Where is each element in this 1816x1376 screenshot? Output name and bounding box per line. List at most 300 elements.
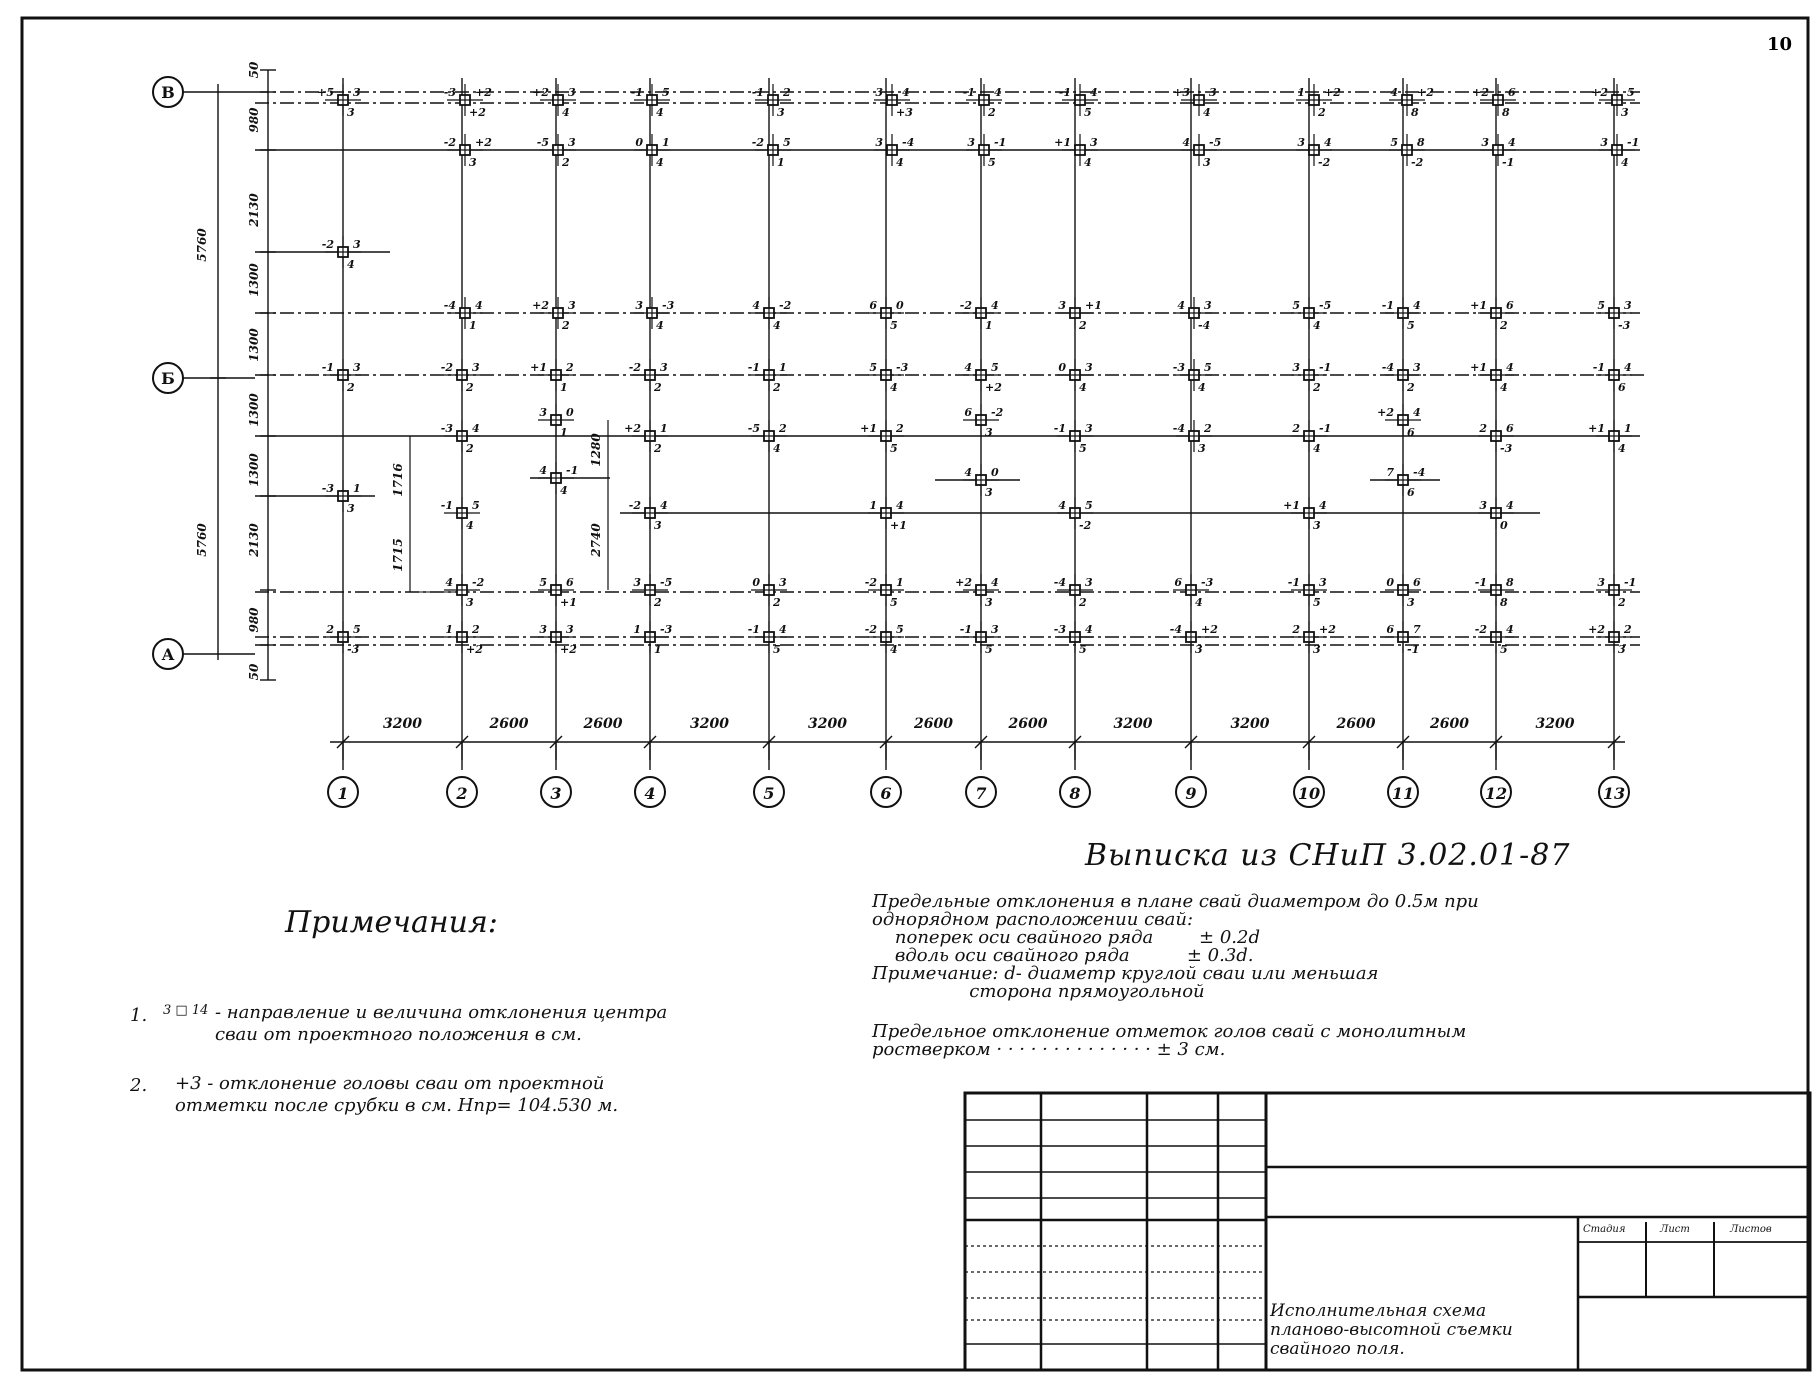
pile-y-deviation: 1 — [654, 643, 662, 656]
pile-x-deviation: 5 — [896, 623, 904, 636]
pile-x-deviation: -2 — [991, 406, 1004, 419]
pile-y-deviation: 2 — [1618, 596, 1626, 609]
inner-dim-text: 1715 — [391, 538, 405, 572]
pile-y-deviation: 3 — [777, 106, 785, 119]
pile-y-deviation: 2 — [773, 381, 781, 394]
pile-head-deviation: 1 — [869, 499, 877, 512]
pile-head-deviation: +1 — [1470, 361, 1487, 374]
pile-x-deviation: -4 — [902, 136, 915, 149]
pile-head-deviation: -2 — [864, 576, 877, 589]
sheet-number: 10 — [1766, 34, 1792, 55]
pile-y-deviation: 5 — [1313, 596, 1321, 609]
pile-x-deviation: 1 — [779, 361, 787, 374]
pile-head-deviation: -3 — [1053, 623, 1066, 636]
pile-x-deviation: 5 — [662, 86, 670, 99]
pile-head-deviation: -1 — [1592, 361, 1605, 374]
pile-head-deviation: -1 — [1053, 422, 1066, 435]
pile-x-deviation: -2 — [472, 576, 485, 589]
pile-head-deviation: -3 — [443, 86, 456, 99]
pile-y-deviation: 2 — [654, 381, 662, 394]
column-axis-label: 6 — [880, 784, 892, 803]
pile-x-deviation: 4 — [1085, 623, 1093, 636]
pile-x-deviation: 3 — [1209, 86, 1217, 99]
pile-x-deviation: 1 — [660, 422, 668, 435]
pile-x-deviation: 1 — [353, 482, 361, 495]
pile-head-deviation: -1 — [630, 86, 643, 99]
pile-x-deviation: 1 — [896, 576, 904, 589]
pile-head-deviation: -2 — [440, 361, 453, 374]
pile-head-deviation: 4 — [752, 299, 760, 312]
pile-y-deviation: 5 — [1079, 442, 1087, 455]
column-axis-label: 4 — [644, 784, 656, 803]
pile-x-deviation: 4 — [1506, 499, 1514, 512]
pile-head-deviation: -2 — [628, 499, 641, 512]
column-axis-label: 5 — [763, 784, 775, 803]
pile-head-deviation: 7 — [1386, 466, 1394, 479]
pile-x-deviation: 3 — [1413, 361, 1421, 374]
pile-y-deviation: 2 — [562, 319, 570, 332]
horizontal-dim-text: 2600 — [1008, 716, 1048, 732]
pile-y-deviation: 3 — [347, 106, 355, 119]
row-axis-label: В — [161, 83, 175, 102]
pile-y-deviation: +1 — [560, 596, 577, 609]
pile-y-deviation: 3 — [1618, 643, 1626, 656]
pile-y-deviation: 8 — [1502, 106, 1510, 119]
pile-y-deviation: 3 — [1198, 442, 1206, 455]
extract-line-1: Предельные отклонения в плане свай диаметром до 0.5м при — [872, 891, 1479, 912]
pile-head-deviation: 5 — [869, 361, 877, 374]
pile-y-deviation: 4 — [347, 258, 355, 271]
pile-y-deviation: 2 — [1313, 381, 1321, 394]
column-axis-label: 12 — [1484, 784, 1508, 803]
horizontal-dim-text: 3200 — [808, 716, 847, 732]
notes-title: Примечания: — [285, 905, 498, 940]
pile-head-deviation: 3 — [1058, 299, 1066, 312]
horizontal-dim-text: 2600 — [489, 716, 529, 732]
pile-y-deviation: 4 — [773, 319, 781, 332]
pile-grid — [255, 78, 1645, 760]
pile-x-deviation: 4 — [991, 576, 999, 589]
pile-head-deviation: 3 — [1479, 499, 1487, 512]
pile-head-deviation: -2 — [751, 136, 764, 149]
pile-x-deviation: 3 — [472, 361, 480, 374]
pile-head-deviation: 0 — [1058, 361, 1066, 374]
pile-x-deviation: 4 — [1508, 136, 1516, 149]
pile-y-deviation: 3 — [1407, 596, 1415, 609]
note-2-number: 2. — [130, 1075, 148, 1096]
pile-x-deviation: 5 — [472, 499, 480, 512]
pile-y-deviation: 4 — [896, 156, 904, 169]
pile-y-deviation: 3 — [654, 519, 662, 532]
column-axis-label: 13 — [1602, 784, 1626, 803]
pile-y-deviation: 3 — [1203, 156, 1211, 169]
vertical-dim-text: 1300 — [247, 263, 261, 297]
vertical-dim-text: 2130 — [247, 193, 261, 227]
note-1-number: 1. — [130, 1005, 148, 1026]
pile-y-deviation: -3 — [1618, 319, 1631, 332]
pile-x-deviation: 2 — [1624, 623, 1632, 636]
pile-head-deviation: -1 — [751, 86, 764, 99]
pile-y-deviation: 5 — [773, 643, 781, 656]
pile-x-deviation: 5 — [783, 136, 791, 149]
pile-head-deviation: -4 — [1172, 422, 1185, 435]
pile-head-deviation: 1 — [445, 623, 453, 636]
horizontal-dim-text: 3200 — [1230, 716, 1270, 732]
pile-head-deviation: 2 — [1292, 623, 1300, 636]
pile-y-deviation: 4 — [656, 319, 664, 332]
extract-line-5: Примечание: d- диаметр круглой сваи или меньшая — [872, 963, 1379, 984]
pile-head-deviation: +2 — [1588, 623, 1605, 636]
pile-y-deviation: 3 — [985, 426, 993, 439]
overall-dim-text: 5760 — [195, 523, 209, 557]
column-axis-label: 3 — [550, 784, 562, 803]
pile-head-deviation: 1 — [1297, 86, 1305, 99]
pile-x-deviation: 4 — [1506, 623, 1514, 636]
pile-x-deviation: 3 — [991, 623, 999, 636]
pile-y-deviation: 2 — [1079, 596, 1087, 609]
pile-x-deviation: 2 — [566, 361, 574, 374]
note-2-text: +3 - отклонение головы сваи от проектной отметки после срубки в см. Нпр= 104.530 м. — [175, 1073, 619, 1116]
pile-y-deviation: 1 — [777, 156, 785, 169]
pile-y-deviation: 3 — [1621, 106, 1629, 119]
pile-head-deviation: 3 — [633, 576, 641, 589]
pile-head-deviation: +2 — [624, 422, 641, 435]
pile-x-deviation: 3 — [1085, 422, 1093, 435]
pile-y-deviation: 3 — [469, 156, 477, 169]
pile-y-deviation: +2 — [469, 106, 486, 119]
pile-head-deviation: 5 — [1292, 299, 1300, 312]
pile-x-deviation: 3 — [1204, 299, 1212, 312]
pile-x-deviation: 4 — [991, 299, 999, 312]
pile-head-deviation: 4 — [1058, 499, 1066, 512]
row-axis-label: А — [161, 645, 175, 664]
pile-y-deviation: 2 — [1318, 106, 1326, 119]
pile-head-deviation: +2 — [532, 299, 549, 312]
pile-y-deviation: 3 — [1195, 643, 1203, 656]
pile-x-deviation: 1 — [1624, 422, 1632, 435]
pile-y-deviation: -2 — [1318, 156, 1331, 169]
pile-x-deviation: 3 — [1085, 361, 1093, 374]
pile-head-deviation: +1 — [1054, 136, 1071, 149]
pile-x-deviation: 2 — [779, 422, 787, 435]
pile-head-deviation: -1 — [962, 86, 975, 99]
vertical-dim-text: 50 — [247, 663, 261, 681]
pile-y-deviation: 4 — [1313, 442, 1321, 455]
pile-head-deviation: 0 — [1386, 576, 1394, 589]
title-block-drawing-title: Исполнительная схема планово-высотной съемки свайного поля. — [1270, 1301, 1513, 1359]
pile-x-deviation: 6 — [566, 576, 574, 589]
title-block-sheet-label: Лист — [1660, 1224, 1690, 1235]
pile-x-deviation: 4 — [1413, 406, 1421, 419]
pile-x-deviation: 3 — [1319, 576, 1327, 589]
pile-y-deviation: 5 — [1084, 106, 1092, 119]
pile-head-deviation: 4 — [964, 361, 972, 374]
pile-x-deviation: 5 — [1627, 86, 1635, 99]
pile-y-deviation: +3 — [896, 106, 913, 119]
pile-y-deviation: 4 — [1198, 381, 1206, 394]
extract-line-8: ростверком · · · · · · · · · · · · · · ± 3 см. — [872, 1039, 1226, 1060]
pile-x-deviation: 0 — [566, 406, 574, 419]
pile-head-deviation: +2 — [532, 86, 549, 99]
pile-head-deviation: -5 — [536, 136, 549, 149]
pile-head-deviation: +2 — [1591, 86, 1608, 99]
pile-y-deviation: 2 — [466, 442, 474, 455]
pile-x-deviation: 3 — [568, 86, 576, 99]
pile-head-deviation: 6 — [1386, 623, 1394, 636]
pile-x-deviation: +2 — [1417, 86, 1434, 99]
pile-y-deviation: 4 — [560, 484, 568, 497]
column-axis-label: 9 — [1185, 784, 1197, 803]
pile-y-deviation: 3 — [1313, 519, 1321, 532]
pile-y-deviation: 2 — [773, 596, 781, 609]
pile-head-deviation: +2 — [1472, 86, 1489, 99]
pile-head-deviation: -3 — [321, 482, 334, 495]
horizontal-dim-text: 3200 — [383, 716, 422, 732]
pile-head-deviation: -2 — [864, 623, 877, 636]
pile-y-deviation: 5 — [890, 442, 898, 455]
pile-head-deviation: 2 — [1292, 422, 1300, 435]
pile-y-deviation: -3 — [1500, 442, 1513, 455]
title-block-stage-label: Стадия — [1583, 1224, 1626, 1235]
pile-head-deviation: 5 — [1597, 299, 1605, 312]
column-axis-label: 11 — [1391, 784, 1415, 803]
pile-x-deviation: 3 — [1624, 299, 1632, 312]
pile-y-deviation: -4 — [1198, 319, 1211, 332]
pile-y-deviation: 4 — [1203, 106, 1211, 119]
pile-head-deviation: -1 — [959, 623, 972, 636]
pile-y-deviation: -2 — [1411, 156, 1424, 169]
pile-y-deviation: 3 — [985, 486, 993, 499]
pile-x-deviation: 3 — [568, 299, 576, 312]
pile-y-deviation: 4 — [1313, 319, 1321, 332]
vertical-dim-text: 1300 — [247, 453, 261, 487]
pile-head-deviation: 5 — [1390, 136, 1398, 149]
pile-head-deviation: 6 — [964, 406, 972, 419]
horizontal-dim-text: 2600 — [1430, 716, 1469, 732]
pile-y-deviation: +2 — [466, 643, 483, 656]
pile-x-deviation: 5 — [1085, 499, 1093, 512]
pile-head-deviation: -5 — [747, 422, 760, 435]
horizontal-dim-text: 2600 — [583, 716, 623, 732]
pile-y-deviation: 0 — [1500, 519, 1508, 532]
pile-y-deviation: 8 — [1411, 106, 1419, 119]
pile-y-deviation: 2 — [1407, 381, 1415, 394]
pile-head-deviation: 3 — [1597, 576, 1605, 589]
note-1-symbol: 3 □ 14 — [163, 1003, 209, 1018]
pile-x-deviation: 4 — [475, 299, 483, 312]
pile-head-deviation: -1 — [747, 361, 760, 374]
pile-y-deviation: -2 — [1079, 519, 1092, 532]
pile-x-deviation: -1 — [1319, 422, 1332, 435]
pile-x-deviation: +2 — [475, 86, 492, 99]
pile-y-deviation: 6 — [1407, 426, 1415, 439]
pile-head-deviation: 2 — [326, 623, 334, 636]
pile-y-deviation: 2 — [347, 381, 355, 394]
pile-head-deviation: -3 — [1172, 361, 1185, 374]
pile-y-deviation: 1 — [560, 426, 568, 439]
pile-y-deviation: 2 — [562, 156, 570, 169]
horizontal-dim-text: 2600 — [914, 716, 953, 732]
pile-x-deviation: -1 — [1319, 361, 1332, 374]
pile-head-deviation: -4 — [1053, 576, 1066, 589]
title-block-sheets-label: Листов — [1730, 1224, 1772, 1235]
pile-y-deviation: 1 — [469, 319, 477, 332]
pile-y-deviation: 3 — [466, 596, 474, 609]
inner-dim-text: 1716 — [391, 463, 405, 497]
pile-head-deviation: -3 — [440, 422, 453, 435]
pile-y-deviation: 5 — [1407, 319, 1415, 332]
pile-head-deviation: -1 — [1287, 576, 1300, 589]
pile-head-deviation: 0 — [752, 576, 760, 589]
pile-y-deviation: 5 — [890, 319, 898, 332]
pile-x-deviation: 2 — [472, 623, 480, 636]
pile-x-deviation: 2 — [1204, 422, 1212, 435]
extract-line-6: сторона прямоугольной — [872, 981, 1205, 1002]
column-axis-label: 7 — [975, 784, 987, 803]
pile-head-deviation: 3 — [539, 623, 547, 636]
pile-head-deviation: +2 — [955, 576, 972, 589]
column-axis-label: 10 — [1297, 784, 1321, 803]
pile-x-deviation: 5 — [1204, 361, 1212, 374]
pile-x-deviation: 1 — [662, 136, 670, 149]
pile-head-deviation: -1 — [747, 623, 760, 636]
pile-head-deviation: -1 — [1058, 86, 1071, 99]
pile-x-deviation: -1 — [1627, 136, 1640, 149]
pile-head-deviation: +1 — [860, 422, 877, 435]
pile-y-deviation: 4 — [890, 381, 898, 394]
column-axis-label: 2 — [456, 784, 468, 803]
pile-y-deviation: 3 — [347, 502, 355, 515]
pile-head-deviation: -1 — [1381, 299, 1394, 312]
pile-head-deviation: 5 — [539, 576, 547, 589]
pile-y-deviation: -1 — [1407, 643, 1420, 656]
pile-head-deviation: 4 — [539, 464, 547, 477]
pile-head-deviation: 6 — [1174, 576, 1182, 589]
pile-x-deviation: -1 — [1624, 576, 1637, 589]
pile-head-deviation: +1 — [1470, 299, 1487, 312]
pile-y-deviation: 5 — [988, 156, 996, 169]
pile-x-deviation: -4 — [1413, 466, 1426, 479]
pile-head-deviation: -1 — [440, 499, 453, 512]
horizontal-dim-text: 3200 — [1113, 716, 1153, 732]
pile-x-deviation: -2 — [779, 299, 792, 312]
pile-head-deviation: -1 — [1474, 576, 1487, 589]
pile-head-deviation: -4 — [1381, 361, 1394, 374]
pile-x-deviation: 3 — [568, 136, 576, 149]
pile-head-deviation: -2 — [959, 299, 972, 312]
pile-x-deviation: 7 — [1413, 623, 1421, 636]
column-axis-label: 8 — [1069, 784, 1081, 803]
pile-y-deviation: 4 — [1500, 381, 1508, 394]
vertical-dim-text: 1300 — [247, 393, 261, 427]
pile-y-deviation: 4 — [1195, 596, 1203, 609]
pile-x-deviation: 4 — [472, 422, 480, 435]
pile-y-deviation: 4 — [656, 156, 664, 169]
extract-line-4: вдоль оси свайного ряда ± 0.3d. — [872, 945, 1254, 966]
pile-x-deviation: 6 — [1508, 86, 1516, 99]
pile-x-deviation: 5 — [353, 623, 361, 636]
pile-head-deviation: 3 — [1297, 136, 1305, 149]
pile-head-deviation: -2 — [321, 238, 334, 251]
pile-y-deviation: 3 — [1313, 643, 1321, 656]
row-axis-label: Б — [161, 369, 175, 388]
pile-head-deviation: 3 — [875, 136, 883, 149]
pile-y-deviation: 5 — [890, 596, 898, 609]
pile-x-deviation: -5 — [1319, 299, 1332, 312]
note-1-text: - направление и величина отклонения центра сваи от проектного положения в см. — [215, 1002, 668, 1045]
pile-x-deviation: 3 — [353, 361, 361, 374]
pile-x-deviation: 6 — [1413, 576, 1421, 589]
horizontal-dim-text: 3200 — [1535, 716, 1575, 732]
horizontal-dim-text: 3200 — [690, 716, 729, 732]
pile-head-deviation: -2 — [628, 361, 641, 374]
pile-x-deviation: 4 — [1624, 361, 1632, 374]
pile-y-deviation: 4 — [890, 643, 898, 656]
pile-x-deviation: 3 — [779, 576, 787, 589]
pile-y-deviation: +2 — [985, 381, 1002, 394]
pile-head-deviation: 3 — [967, 136, 975, 149]
pile-y-deviation: 4 — [1079, 381, 1087, 394]
pile-head-deviation: +1 — [530, 361, 547, 374]
pile-y-deviation: 2 — [654, 442, 662, 455]
pile-x-deviation: -3 — [660, 623, 673, 636]
pile-head-deviation: 4 — [964, 466, 972, 479]
pile-x-deviation: -3 — [896, 361, 909, 374]
pile-x-deviation: -1 — [566, 464, 579, 477]
pile-y-deviation: 5 — [985, 643, 993, 656]
pile-x-deviation: 5 — [991, 361, 999, 374]
pile-head-deviation: 3 — [875, 86, 883, 99]
pile-x-deviation: 4 — [1319, 499, 1327, 512]
pile-y-deviation: +2 — [560, 643, 577, 656]
pile-head-deviation: 2 — [1479, 422, 1487, 435]
pile-x-deviation: 2 — [783, 86, 791, 99]
pile-y-deviation: -1 — [1502, 156, 1515, 169]
pile-y-deviation: 4 — [1084, 156, 1092, 169]
pile-x-deviation: 6 — [1506, 422, 1514, 435]
pile-x-deviation: 3 — [353, 238, 361, 251]
pile-y-deviation: 2 — [654, 596, 662, 609]
pile-head-deviation: +1 — [1283, 499, 1300, 512]
pile-y-deviation: 1 — [560, 381, 568, 394]
pile-y-deviation: 4 — [1621, 156, 1629, 169]
pile-y-deviation: 2 — [466, 381, 474, 394]
pile-y-deviation: 4 — [773, 442, 781, 455]
pile-x-deviation: 4 — [902, 86, 910, 99]
pile-x-deviation: 3 — [1085, 576, 1093, 589]
pile-x-deviation: -1 — [994, 136, 1007, 149]
pile-head-deviation: +2 — [1377, 406, 1394, 419]
pile-y-deviation: -3 — [347, 643, 360, 656]
pile-head-deviation: 1 — [633, 623, 641, 636]
pile-x-deviation: 0 — [896, 299, 904, 312]
extract-line-3: поперек оси свайного ряда ± 0.2d — [872, 927, 1260, 948]
pile-x-deviation: -3 — [662, 299, 675, 312]
pile-x-deviation: -3 — [1201, 576, 1214, 589]
pile-x-deviation: 3 — [660, 361, 668, 374]
pile-head-deviation: 3 — [1292, 361, 1300, 374]
pile-x-deviation: 4 — [896, 499, 904, 512]
pile-x-deviation: +2 — [1324, 86, 1341, 99]
pile-head-deviation: +5 — [317, 86, 334, 99]
vertical-dim-text: 980 — [247, 107, 261, 133]
pile-x-deviation: 6 — [1506, 299, 1514, 312]
pile-x-deviation: 4 — [779, 623, 787, 636]
pile-x-deviation: 3 — [353, 86, 361, 99]
vertical-dim-text: 1300 — [247, 328, 261, 362]
pile-markers — [317, 84, 1639, 656]
pile-head-deviation: -1 — [321, 361, 334, 374]
